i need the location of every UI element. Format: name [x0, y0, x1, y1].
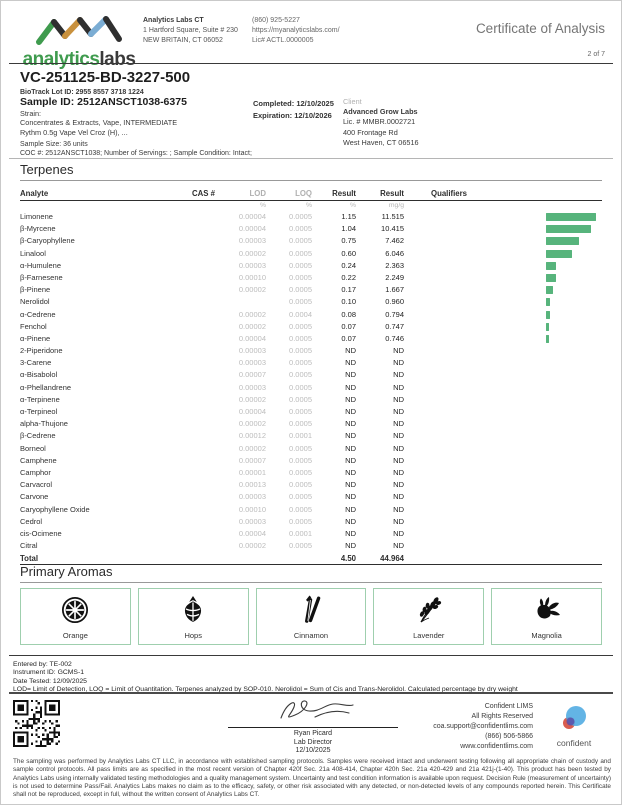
lab-license: Lic# ACTL.0000005: [252, 37, 314, 45]
result-bar: [546, 250, 572, 258]
loq-value: 0.0005: [289, 260, 312, 270]
certificate-title: Certificate of Analysis: [475, 21, 605, 36]
aroma-box: [373, 588, 484, 645]
logo-text-labs: labs: [99, 49, 136, 70]
lims-email: coa.support@confidentlims.com: [433, 722, 533, 730]
loq-value: 0.0005: [289, 516, 312, 526]
lod-value: 0.00003: [238, 516, 266, 526]
logo-wordmark: [15, 50, 143, 69]
table-row: [20, 309, 602, 321]
date-tested: Date Tested: 12/09/2025: [13, 677, 87, 685]
result-mgg-value: ND: [393, 358, 404, 368]
aroma-boxes: [20, 588, 602, 645]
result-mgg-value: 10.415: [381, 224, 404, 234]
aroma-box: [256, 588, 367, 645]
result-mgg-value: ND: [393, 528, 404, 538]
analyte-name: β-Pinene: [20, 285, 51, 295]
result-bar: [546, 237, 579, 245]
signer-title: Lab Director: [293, 738, 333, 746]
expiration-date: Expiration: 12/10/2026: [253, 111, 332, 120]
result-pct-value: ND: [345, 443, 356, 453]
signature-date: 12/10/2025: [295, 747, 331, 755]
result-mgg-value: ND: [393, 382, 404, 392]
result-pct-value: ND: [345, 358, 356, 368]
loq-value: 0.0005: [289, 272, 312, 282]
analyte-name: β-Caryophyllene: [20, 236, 75, 246]
result-pct-value: ND: [345, 346, 356, 356]
result-pct-value: ND: [345, 431, 356, 441]
lab-name: Analytics Labs CT: [143, 17, 204, 24]
analyte-name: α-Phellandrene: [20, 382, 72, 392]
total-label: Total: [20, 554, 39, 564]
table-row: [20, 467, 602, 479]
result-pct-value: ND: [345, 407, 356, 416]
sample-product: Rythm 0.5g Vape Vel Croz (H), ...: [20, 127, 128, 137]
table-row: [20, 357, 602, 369]
client-name: Advanced Grow Labs: [343, 107, 418, 117]
loq-value: 0.0004: [289, 309, 312, 319]
loq-value: 0.0005: [289, 407, 312, 416]
result-pct-value: 1.04: [341, 224, 356, 234]
lod-value: 0.00003: [238, 358, 266, 368]
hops-icon: [139, 594, 248, 626]
total-pct: 4.50: [340, 554, 356, 564]
result-mgg-value: ND: [393, 504, 404, 514]
disclaimer-text: The sampling was performed by Analytics Labs CT LLC, in accordance with established sampling protocols. Samples were received intact and underwent testing following all appropriate chain of custody and sample control protocols. All pass limits are as specified in the most recent version of Chapter 420f Sec. 21a 408-414, Chapter 420h Sec. 21a 420-429 and 21a 421j-(1-40). This product has been tested by Analytics Labs using internally validated testing methodologies and a quality management system. Uncertainty and test condition information is available upon request. Decision Rule (measurement of uncertainty) is not used to determine Pass/Fail. Analytics Labs makes no claim as to the efficacy, safety, or other risk associated with any detected, or non-detected levels of any compounds reported herein. This Certificate shall not be reproduced, except in full, without the written consent of Analytics Labs CT.: [13, 758, 611, 799]
result-pct-value: 0.10: [341, 297, 356, 307]
lab-phone: (860) 925-5227: [252, 17, 300, 24]
client-label: Client: [343, 97, 362, 106]
analyte-name: Carvacrol: [20, 480, 53, 490]
result-bar: [546, 311, 550, 319]
result-pct-value: ND: [345, 467, 356, 477]
lod-value: 0.00003: [238, 260, 266, 270]
analyte-name: β-Cedrene: [20, 431, 56, 441]
table-row: [20, 504, 602, 516]
terpenes-title: Terpenes: [20, 162, 602, 181]
table-row: [20, 345, 602, 357]
result-mgg-value: ND: [393, 455, 404, 465]
col-analyte: Analyte: [20, 188, 49, 198]
terpenes-units-row: [20, 201, 602, 211]
lims-rights: All Rights Reserved: [471, 712, 533, 720]
table-row: [20, 540, 602, 552]
lod-value: 0.00002: [238, 321, 266, 331]
result-mgg-value: 6.046: [385, 248, 404, 258]
result-mgg-value: ND: [393, 541, 404, 551]
lims-website: www.confidentlims.com: [460, 742, 533, 750]
strain-label: Strain:: [20, 109, 42, 118]
aroma-label: Orange: [62, 631, 88, 640]
table-row: [20, 248, 602, 260]
result-mgg-value: 1.667: [385, 285, 404, 295]
analyte-name: α-Bisabolol: [20, 370, 58, 380]
result-mgg-value: 2.249: [385, 272, 404, 282]
dates-block: [253, 98, 334, 122]
confident-logo-icon: [559, 704, 589, 732]
result-mgg-value: 0.747: [385, 321, 404, 331]
result-bar: [546, 262, 556, 270]
result-mgg-value: ND: [393, 346, 404, 356]
unit-result-mgg: mg/g: [388, 202, 404, 209]
table-row: [20, 369, 602, 381]
analyte-name: alpha-Thujone: [20, 419, 68, 429]
result-pct-value: ND: [345, 541, 356, 551]
analyte-name: Fenchol: [20, 321, 47, 331]
lims-phone: (866) 506-5866: [485, 732, 533, 740]
loq-value: 0.0005: [289, 236, 312, 246]
aromas-divider: [9, 655, 613, 656]
aroma-box: [20, 588, 131, 645]
result-pct-value: ND: [345, 480, 356, 490]
magnolia-icon: [492, 594, 601, 626]
table-row: [20, 443, 602, 455]
result-pct-value: ND: [345, 516, 356, 526]
lod-value: 0.00007: [238, 455, 266, 465]
analyticslabs-logo: [15, 13, 143, 69]
result-pct-value: ND: [345, 455, 356, 465]
table-row: [20, 528, 602, 540]
lod-value: 0.00007: [238, 370, 266, 380]
unit-lod: %: [259, 202, 266, 209]
logo-text-analytics: analytics: [22, 49, 100, 70]
loq-value: 0.0005: [289, 248, 312, 258]
confident-logo-text: confident: [556, 738, 592, 748]
table-row: [20, 321, 602, 333]
lod-value: 0.00004: [238, 407, 266, 416]
lod-value: 0.00003: [238, 346, 266, 356]
result-pct-value: 0.75: [341, 236, 356, 246]
lavender-icon: [374, 594, 483, 626]
result-pct-value: 0.17: [341, 285, 356, 295]
biotrack-lot-id: BioTrack Lot ID: 2955 8557 3718 1224: [20, 89, 144, 96]
loq-value: 0.0005: [289, 297, 312, 307]
table-row: [20, 491, 602, 503]
sample-bottom-block: [20, 140, 252, 159]
aroma-label: Lavender: [413, 631, 445, 640]
coc-line: COC #: 2512ANSCT1038; Number of Servings: ; Sample Condition: Intact;: [20, 150, 252, 158]
analyte-name: α-Terpinene: [20, 394, 60, 404]
loq-value: 0.0005: [289, 333, 312, 343]
analyte-name: α-Humulene: [20, 260, 62, 270]
primary-aromas-section: [20, 564, 602, 645]
loq-value: 0.0001: [289, 528, 312, 538]
table-row: [20, 418, 602, 430]
table-row: [20, 296, 602, 308]
signature-area: [13, 698, 609, 754]
aroma-label: Cinnamon: [293, 631, 329, 640]
lod-value: 0.00003: [238, 236, 266, 246]
lod-value: 0.00003: [238, 382, 266, 392]
result-mgg-value: ND: [393, 370, 404, 380]
signer-name: Ryan Picard: [293, 730, 333, 738]
col-result-mgg: Result: [380, 188, 404, 198]
aroma-label: Magnolia: [531, 631, 562, 640]
col-result-pct: Result: [332, 188, 356, 198]
analyte-name: α-Terpineol: [20, 407, 58, 416]
lims-contact-block: [433, 702, 533, 752]
table-row: [20, 479, 602, 491]
lod-value: 0.00002: [238, 419, 266, 429]
loq-value: 0.0005: [289, 370, 312, 380]
terpenes-rows: [20, 211, 602, 552]
batch-id: VC-251125-BD-3227-500: [20, 69, 191, 86]
result-mgg-value: 7.462: [385, 236, 404, 246]
result-pct-value: 1.15: [341, 212, 356, 221]
analyte-name: 3-Carene: [20, 358, 52, 368]
loq-value: 0.0005: [289, 285, 312, 295]
table-row: [20, 455, 602, 467]
result-mgg-value: ND: [393, 492, 404, 502]
loq-value: 0.0001: [289, 431, 312, 441]
result-pct-value: ND: [345, 504, 356, 514]
sample-divider: [9, 158, 613, 159]
col-lod: LOD: [249, 188, 266, 198]
lab-address2: NEW BRITAIN, CT 06052: [143, 37, 223, 45]
footnotes-divider: [9, 692, 613, 694]
loq-value: 0.0005: [289, 467, 312, 477]
col-cas: CAS #: [192, 188, 215, 198]
lod-value: 0.00013: [238, 480, 266, 490]
analyte-name: cis-Ocimene: [20, 528, 62, 538]
table-row: [20, 235, 602, 247]
col-loq: LOQ: [295, 188, 312, 198]
result-mgg-value: 0.746: [385, 333, 404, 343]
result-pct-value: 0.07: [341, 333, 356, 343]
lims-name: Confident LIMS: [484, 703, 533, 710]
terpenes-header-row: [20, 186, 602, 201]
loq-value: 0.0005: [289, 394, 312, 404]
lod-value: 0.00004: [238, 333, 266, 343]
result-pct-value: 0.22: [341, 272, 356, 282]
analyte-name: α-Cedrene: [20, 309, 56, 319]
result-pct-value: ND: [345, 382, 356, 392]
lod-value: 0.00010: [238, 504, 266, 514]
analyte-name: β-Farnesene: [20, 272, 63, 282]
lod-value: 0.00002: [238, 248, 266, 258]
lod-value: 0.00012: [238, 431, 266, 441]
result-mgg-value: ND: [393, 443, 404, 453]
analyte-name: Caryophyllene Oxide: [20, 504, 90, 514]
aroma-box: [138, 588, 249, 645]
loq-value: 0.0005: [289, 480, 312, 490]
footnotes-block: [13, 661, 518, 694]
sample-size: Sample Size: 36 units: [20, 141, 88, 148]
unit-loq: %: [305, 202, 312, 209]
result-pct-value: 0.08: [341, 309, 356, 319]
loq-value: 0.0005: [289, 443, 312, 453]
instrument-id: Instrument ID: GCMS-1: [13, 669, 85, 677]
result-bar: [546, 323, 549, 331]
page-number: 2 of 7: [587, 51, 605, 58]
loq-value: 0.0005: [289, 455, 312, 465]
lod-value: 0.00010: [238, 272, 266, 282]
analyte-name: Linalool: [20, 248, 46, 258]
signature-block: [228, 698, 398, 756]
lod-value: 0.00002: [238, 285, 266, 295]
qr-code-icon: [13, 700, 60, 747]
result-pct-value: 0.07: [341, 321, 356, 331]
loq-value: 0.0005: [289, 321, 312, 331]
result-mgg-value: 0.960: [385, 297, 404, 307]
lab-address1: 1 Hartford Square, Suite # 230: [143, 27, 238, 35]
lod-note: LOD= Limit of Detection, LOQ = Limit of Quantitation. Terpenes analyzed by SOP-010. Nerolidol = Sum of Cis and Trans-Nerolidol. Calculated percentage by dry weight: [13, 685, 518, 693]
table-row: [20, 211, 602, 223]
table-row: [20, 284, 602, 296]
result-mgg-value: 2.363: [385, 260, 404, 270]
result-mgg-value: ND: [393, 407, 404, 416]
loq-value: 0.0005: [289, 504, 312, 514]
loq-value: 0.0005: [289, 419, 312, 429]
signature-icon: [253, 698, 373, 724]
sample-matrix: Concentrates & Extracts, Vape, INTERMEDIATE: [20, 118, 178, 128]
lab-contact-block: [252, 16, 340, 46]
result-bar: [546, 298, 550, 306]
analyte-name: 2-Piperidone: [20, 346, 63, 356]
table-row: [20, 333, 602, 345]
result-mgg-value: ND: [393, 516, 404, 526]
terpenes-section: [20, 162, 602, 565]
lod-value: 0.00004: [238, 224, 266, 234]
analyte-name: Borneol: [20, 443, 46, 453]
sample-id: Sample ID: 2512ANSCT1038-6375: [20, 96, 187, 108]
analyte-name: β-Myrcene: [20, 224, 56, 234]
analyte-name: Camphor: [20, 467, 51, 477]
loq-value: 0.0005: [289, 212, 312, 221]
loq-value: 0.0005: [289, 346, 312, 356]
analyte-name: Cedrol: [20, 516, 43, 526]
client-license: Lic. # MMBR.0002721: [343, 117, 416, 127]
lod-value: 0.00002: [238, 394, 266, 404]
result-pct-value: ND: [345, 394, 356, 404]
result-mgg-value: ND: [393, 431, 404, 441]
result-pct-value: ND: [345, 528, 356, 538]
completed-date: Completed: 12/10/2025: [253, 99, 334, 108]
table-row: [20, 406, 602, 418]
table-row: [20, 272, 602, 284]
lod-value: 0.00003: [238, 492, 266, 502]
table-row: [20, 516, 602, 528]
lab-website: https://myanalyticslabs.com/: [252, 27, 340, 35]
aroma-label: Hops: [184, 631, 202, 640]
strain-block: [20, 109, 177, 137]
header-divider: [9, 63, 613, 64]
client-block: [343, 97, 419, 148]
result-pct-value: 0.24: [341, 260, 356, 270]
analyte-name: Nerolidol: [20, 297, 50, 307]
lod-value: 0.00002: [238, 443, 266, 453]
lod-value: 0.00002: [238, 309, 266, 319]
loq-value: 0.0005: [289, 492, 312, 502]
unit-result-pct: %: [349, 202, 356, 209]
result-mgg-value: ND: [393, 467, 404, 477]
entered-by: Entered by: TE-002: [13, 661, 72, 668]
analyte-name: Limonene: [20, 212, 53, 221]
result-bar: [546, 225, 591, 233]
total-mgg: 44.964: [380, 554, 404, 564]
result-bar: [546, 286, 553, 294]
result-pct-value: ND: [345, 419, 356, 429]
table-row: [20, 430, 602, 442]
result-pct-value: 0.60: [341, 248, 356, 258]
table-row: [20, 260, 602, 272]
table-row: [20, 223, 602, 235]
loq-value: 0.0005: [289, 541, 312, 551]
loq-value: 0.0005: [289, 358, 312, 368]
result-mgg-value: ND: [393, 480, 404, 490]
table-row: [20, 382, 602, 394]
cinnamon-icon: [257, 594, 366, 626]
lod-value: 0.00004: [238, 528, 266, 538]
loq-value: 0.0005: [289, 224, 312, 234]
client-address2: West Haven, CT 06516: [343, 137, 419, 147]
analyte-name: Carvone: [20, 492, 49, 502]
result-pct-value: ND: [345, 370, 356, 380]
signature-line: [228, 727, 398, 728]
lod-value: 0.00002: [238, 541, 266, 551]
lod-value: 0.00001: [238, 467, 266, 477]
result-mgg-value: ND: [393, 419, 404, 429]
result-pct-value: ND: [345, 492, 356, 502]
result-bar: [546, 213, 596, 221]
result-mgg-value: 11.515: [381, 212, 404, 221]
lab-info-block: [143, 16, 238, 46]
col-qualifiers: Qualifiers: [431, 188, 467, 198]
result-bar: [546, 274, 556, 282]
primary-aromas-title: Primary Aromas: [20, 564, 602, 583]
analyte-name: Citral: [20, 541, 38, 551]
confident-logo: [543, 704, 605, 748]
aroma-box: [491, 588, 602, 645]
lod-value: 0.00004: [238, 212, 266, 221]
analyte-name: Camphene: [20, 455, 57, 465]
table-row: [20, 394, 602, 406]
analyte-name: α-Pinene: [20, 333, 51, 343]
orange-icon: [21, 594, 130, 626]
result-mgg-value: 0.794: [385, 309, 404, 319]
loq-value: 0.0005: [289, 382, 312, 392]
client-address1: 400 Frontage Rd: [343, 127, 398, 137]
result-mgg-value: ND: [393, 394, 404, 404]
result-bar: [546, 335, 549, 343]
logo-zigzag-icon: [31, 13, 127, 47]
